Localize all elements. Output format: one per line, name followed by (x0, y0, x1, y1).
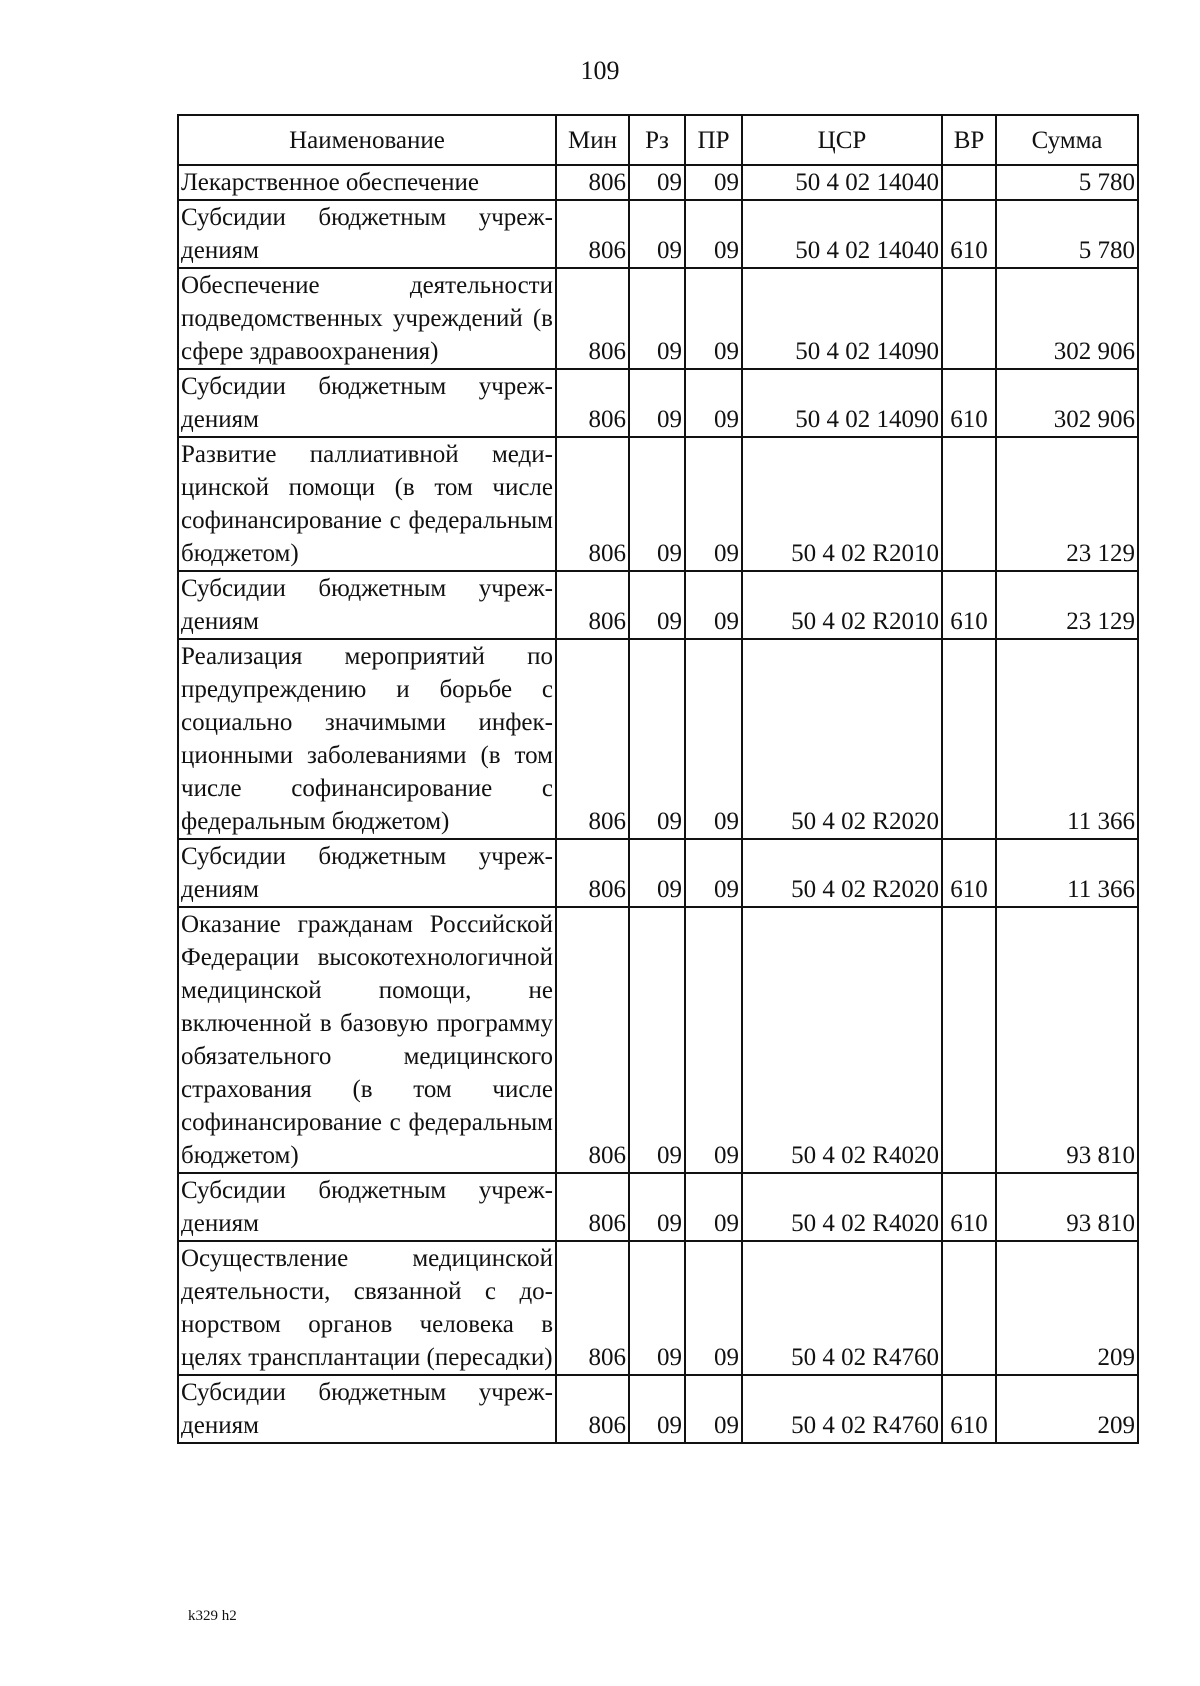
cell-pr: 09 (685, 1375, 742, 1443)
table-row (178, 165, 1138, 200)
header-row (178, 115, 1138, 165)
cell-rz: 09 (629, 1375, 685, 1443)
cell-sum: 5 780 (996, 200, 1138, 268)
cell-min: 806 (556, 165, 629, 200)
cell-rz: 09 (629, 369, 685, 437)
cell-csr: 50 4 02 14040 (742, 165, 942, 200)
cell-csr: 50 4 02 R2010 (742, 571, 942, 639)
cell-sum: 93 810 (996, 1173, 1138, 1241)
cell-csr: 50 4 02 R4020 (742, 907, 942, 1173)
cell-rz: 09 (629, 839, 685, 907)
cell-vr (942, 639, 996, 839)
cell-csr: 50 4 02 R4760 (742, 1241, 942, 1375)
cell-csr: 50 4 02 14040 (742, 200, 942, 268)
header-pr: ПР (685, 115, 742, 165)
cell-name: Субсидии бюджетным учреждениям (178, 571, 556, 639)
cell-csr: 50 4 02 14090 (742, 369, 942, 437)
budget-table (177, 114, 1139, 1444)
cell-rz: 09 (629, 907, 685, 1173)
table-row (178, 839, 1138, 907)
cell-vr: 610 (942, 1173, 996, 1241)
cell-min: 806 (556, 907, 629, 1173)
cell-sum: 302 906 (996, 268, 1138, 369)
cell-rz: 09 (629, 200, 685, 268)
cell-sum: 23 129 (996, 571, 1138, 639)
table-row (178, 1173, 1138, 1241)
cell-csr: 50 4 02 R2020 (742, 839, 942, 907)
cell-name: Реализация мероприятий по предупреждению и борьбе с социально значимыми инфекционными заболеваниями (в том числе софинансирование с федеральным бюджетом) (178, 639, 556, 839)
cell-sum: 11 366 (996, 839, 1138, 907)
cell-vr (942, 437, 996, 571)
cell-min: 806 (556, 268, 629, 369)
cell-pr: 09 (685, 1241, 742, 1375)
cell-pr: 09 (685, 1173, 742, 1241)
cell-name: Субсидии бюджетным учреждениям (178, 369, 556, 437)
table-row (178, 200, 1138, 268)
cell-min: 806 (556, 1375, 629, 1443)
header-rz: Рз (629, 115, 685, 165)
cell-name: Субсидии бюджетным учреждениям (178, 200, 556, 268)
cell-rz: 09 (629, 1173, 685, 1241)
cell-min: 806 (556, 369, 629, 437)
cell-rz: 09 (629, 639, 685, 839)
cell-pr: 09 (685, 165, 742, 200)
cell-csr: 50 4 02 R4020 (742, 1173, 942, 1241)
cell-vr: 610 (942, 200, 996, 268)
cell-sum: 209 (996, 1241, 1138, 1375)
table-row (178, 268, 1138, 369)
cell-vr (942, 165, 996, 200)
header-min: Мин (556, 115, 629, 165)
cell-sum: 302 906 (996, 369, 1138, 437)
cell-name: Субсидии бюджетным учреждениям (178, 1173, 556, 1241)
table-row (178, 1375, 1138, 1443)
cell-pr: 09 (685, 200, 742, 268)
cell-sum: 11 366 (996, 639, 1138, 839)
cell-name: Лекарственное обеспечение (178, 165, 556, 200)
cell-vr: 610 (942, 839, 996, 907)
cell-rz: 09 (629, 437, 685, 571)
header-sum: Сумма (996, 115, 1138, 165)
page-number: 109 (580, 56, 620, 85)
cell-min: 806 (556, 839, 629, 907)
cell-name: Развитие паллиативной медицинской помощи (в том числе софинансирование с федеральным бюджетом) (178, 437, 556, 571)
cell-rz: 09 (629, 165, 685, 200)
cell-rz: 09 (629, 1241, 685, 1375)
cell-min: 806 (556, 1173, 629, 1241)
table-row (178, 907, 1138, 1173)
table-row (178, 1241, 1138, 1375)
cell-name: Субсидии бюджетным учреждениям (178, 1375, 556, 1443)
cell-rz: 09 (629, 571, 685, 639)
footer-code: k329 h2 (188, 1608, 237, 1624)
cell-pr: 09 (685, 268, 742, 369)
cell-pr: 09 (685, 369, 742, 437)
cell-sum: 5 780 (996, 165, 1138, 200)
table-row (178, 369, 1138, 437)
cell-sum: 93 810 (996, 907, 1138, 1173)
cell-min: 806 (556, 437, 629, 571)
cell-pr: 09 (685, 839, 742, 907)
cell-min: 806 (556, 571, 629, 639)
cell-sum: 209 (996, 1375, 1138, 1443)
cell-min: 806 (556, 200, 629, 268)
cell-pr: 09 (685, 571, 742, 639)
cell-csr: 50 4 02 R4760 (742, 1375, 942, 1443)
cell-pr: 09 (685, 437, 742, 571)
cell-vr (942, 1241, 996, 1375)
cell-rz: 09 (629, 268, 685, 369)
cell-name: Осуществление медицинской деятельности, связанной с донорством органов человека в целях трансплантации (пересадки) (178, 1241, 556, 1375)
cell-name: Оказание гражданам Российской Федерации высокотехнологичной медицинской помощи, не включенной в базовую программу обязательного медицинского страхования (в том числе софинансирование с федеральным бюджетом) (178, 907, 556, 1173)
header-csr: ЦСР (742, 115, 942, 165)
cell-vr (942, 268, 996, 369)
cell-vr (942, 907, 996, 1173)
cell-vr: 610 (942, 1375, 996, 1443)
cell-pr: 09 (685, 639, 742, 839)
cell-name: Обеспечение деятельности подведомственных учреждений (в сфере здравоохранения) (178, 268, 556, 369)
table-row (178, 571, 1138, 639)
header-name: Наименование (178, 115, 556, 165)
cell-csr: 50 4 02 R2010 (742, 437, 942, 571)
cell-min: 806 (556, 639, 629, 839)
table-row (178, 639, 1138, 839)
cell-vr: 610 (942, 369, 996, 437)
header-vr: ВР (942, 115, 996, 165)
cell-name: Субсидии бюджетным учреждениям (178, 839, 556, 907)
cell-csr: 50 4 02 R2020 (742, 639, 942, 839)
cell-sum: 23 129 (996, 437, 1138, 571)
cell-pr: 09 (685, 907, 742, 1173)
cell-csr: 50 4 02 14090 (742, 268, 942, 369)
table-row (178, 437, 1138, 571)
cell-vr: 610 (942, 571, 996, 639)
cell-min: 806 (556, 1241, 629, 1375)
